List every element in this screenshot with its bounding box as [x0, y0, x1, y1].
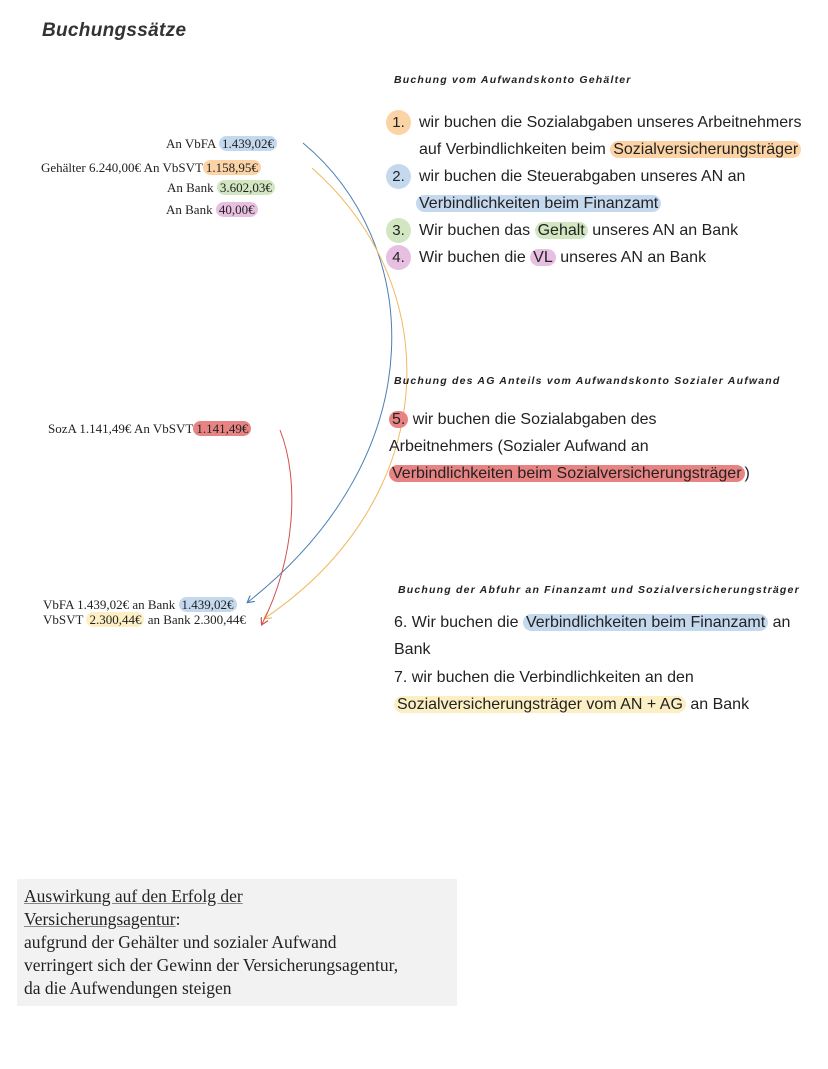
entry-amount: 40,00€ [216, 202, 258, 217]
entry-prefix: VbSVT [43, 612, 84, 627]
list-item-5: 5. wir buchen die Sozialabgaben des Arbeitnehmers (Sozialer Aufwand an Verbindlichkeiten beim Sozialversicherungsträger ) [389, 411, 750, 482]
summary-line-4: verringert sich der Gewinn der Versicherungsagentur, [24, 955, 399, 975]
entry-amount: 1.141,49€ [193, 421, 251, 436]
section-heading-2: Buchung des AG Anteils vom Aufwandskonto Sozialer Aufwand [394, 375, 781, 387]
entry-prefix: An Bank [167, 180, 214, 195]
summary-line-5: da die Aufwendungen steigen [24, 978, 232, 998]
list-item-2-cont: Verbindlichkeiten beim Finanzamt [416, 190, 661, 217]
item-number: 1. [386, 110, 411, 135]
page-title: Buchungssätze [42, 20, 187, 41]
entry-suffix: an Bank 2.300,44€ [147, 612, 246, 627]
arrow-vbsvt-ag [262, 430, 292, 624]
item-number: 4. [386, 245, 411, 270]
entry-amount: 2.300,44€ [86, 612, 144, 627]
entry-prefix: An VbFA [166, 136, 216, 151]
entry-prefix: An Bank [166, 202, 213, 217]
arrow-vbfa [248, 143, 392, 602]
summary-line-1: Auswirkung auf den Erfolg der [24, 886, 243, 906]
summary-line-2: Versicherungsagentur: [24, 909, 181, 929]
entry-debit: Gehälter 6.240,00€ [41, 160, 142, 175]
list-item-1-cont: auf Verbindlichkeiten beim Sozialversicherungsträger [419, 136, 801, 163]
section-heading-1: Buchung vom Aufwandskonto Gehälter [394, 74, 632, 86]
entry-prefix: An VbSVT [143, 160, 203, 175]
entry-prefix: An VbSVT [133, 421, 194, 436]
entry-amount: 3.602,03€ [217, 180, 275, 195]
list-item-6: 6. Wir buchen die Verbindlichkeiten beim Finanzamt an Bank [394, 614, 791, 658]
summary-line-3: aufgrund der Gehälter und sozialer Aufwand [24, 932, 337, 952]
item-number: 2. [386, 164, 411, 189]
list-item-4: 4. Wir buchen die VL unseres AN an Bank [386, 244, 706, 271]
item-number: 3. [386, 218, 411, 243]
summary-text [24, 885, 398, 1000]
list-item-1: 1. wir buchen die Sozialabgaben unseres Arbeitnehmers [386, 109, 801, 136]
entry-amount: 1.439,02€ [179, 597, 237, 612]
entry-debit: SozA 1.141,49€ [48, 421, 132, 436]
list-item-3: 3. Wir buchen das Gehalt unseres AN an Bank [386, 217, 738, 244]
entry-text: VbFA 1.439,02€ an Bank [43, 597, 176, 612]
item-number: 5. [389, 411, 408, 428]
list-item-7: 7. wir buchen die Verbindlichkeiten an den Sozialversicherungsträger vom AN + AG an Bank [394, 669, 750, 713]
section-heading-3: Buchung der Abfuhr an Finanzamt und Sozialversicherungsträger [398, 584, 800, 596]
entry-amount: 1.158,95€ [203, 160, 261, 175]
list-item-2: 2. wir buchen die Steuerabgaben unseres AN an [386, 163, 745, 190]
entry-amount: 1.439,02€ [219, 136, 277, 151]
